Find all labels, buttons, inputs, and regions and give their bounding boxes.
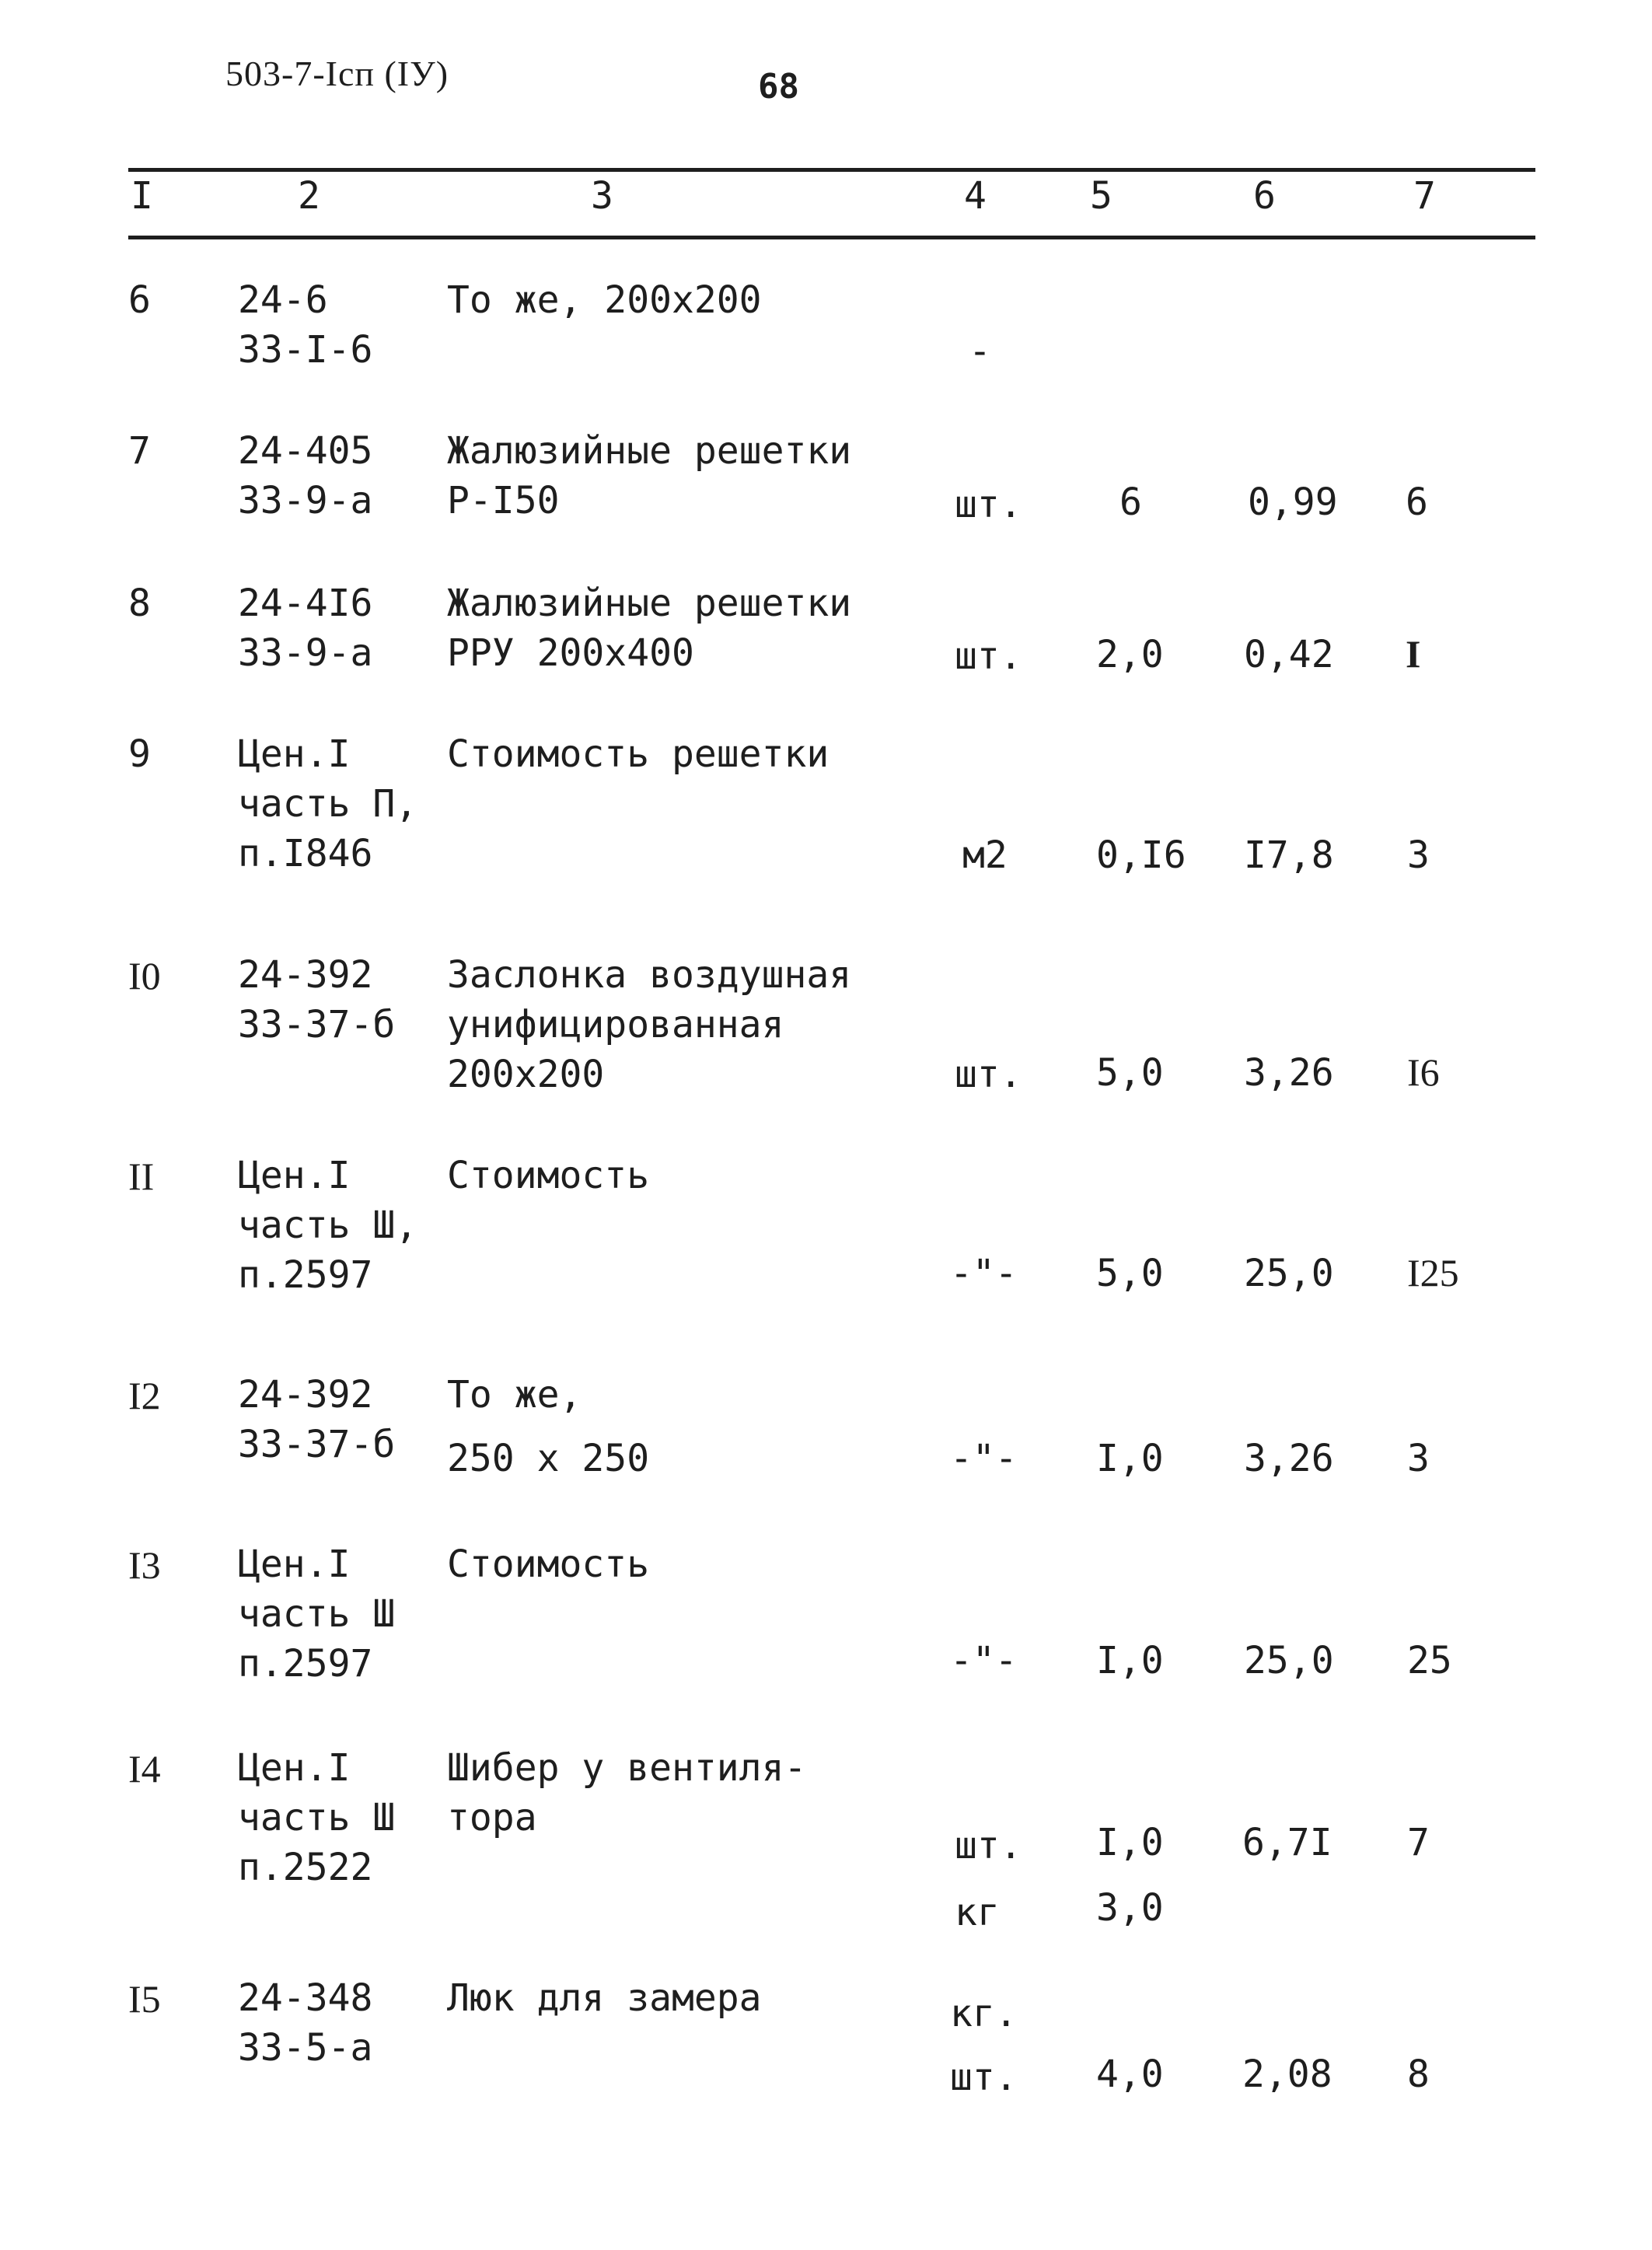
row-total: I <box>1406 632 1421 676</box>
row-quantity: 4,0 <box>1096 2053 1164 2096</box>
row-quantity: 3,0 <box>1096 1886 1164 1930</box>
column-header-6: 6 <box>1253 174 1276 218</box>
row-quantity: I,0 <box>1096 1821 1164 1864</box>
row-total: 7 <box>1407 1821 1430 1864</box>
row-code: 24-392 <box>238 1373 373 1417</box>
row-name: То же, <box>447 1373 582 1417</box>
row-number: I2 <box>128 1374 161 1417</box>
row-name: Р-I50 <box>447 479 560 522</box>
row-price: 0,99 <box>1248 480 1338 524</box>
row-unit: шт. <box>955 1053 1022 1096</box>
row-name: Заслонка воздушная <box>447 953 852 997</box>
column-header-4: 4 <box>964 174 987 218</box>
row-code: п.2597 <box>238 1642 373 1686</box>
row-number: 7 <box>128 429 151 473</box>
row-name: Жалюзийные решетки <box>447 582 852 625</box>
row-code: Цен.I <box>238 1543 351 1586</box>
row-name: Люк для замера <box>447 1976 762 2020</box>
row-code: Цен.I <box>238 1154 351 1197</box>
row-code: п.2522 <box>238 1846 373 1889</box>
row-number: I3 <box>128 1543 161 1587</box>
row-code: 24-405 <box>238 429 373 473</box>
row-price: 2,08 <box>1242 2053 1332 2096</box>
row-unit: шт. <box>955 1824 1022 1867</box>
row-code: 33-9-а <box>238 631 373 675</box>
row-quantity: 6 <box>1119 480 1142 524</box>
row-code: часть Ш <box>238 1796 396 1839</box>
row-unit: м2 <box>962 833 1008 877</box>
row-price: 25,0 <box>1244 1639 1334 1682</box>
row-code: 33-I-6 <box>238 328 373 372</box>
row-name: То же, 200х200 <box>447 278 762 322</box>
column-header-2: 2 <box>298 174 320 218</box>
row-quantity: I,0 <box>1096 1437 1164 1480</box>
row-number: I5 <box>128 1977 161 2021</box>
row-code: 24-6 <box>238 278 328 322</box>
row-quantity: 0,I6 <box>1096 833 1186 877</box>
row-name: 200х200 <box>447 1053 605 1096</box>
row-code: 33-9-а <box>238 479 373 522</box>
row-unit: шт. <box>955 634 1022 678</box>
row-name: 250 х 250 <box>447 1437 650 1480</box>
row-total: 3 <box>1407 833 1430 877</box>
row-name: тора <box>447 1796 537 1839</box>
row-total: 25 <box>1407 1639 1452 1682</box>
row-total: I25 <box>1407 1251 1459 1294</box>
row-unit: -"- <box>950 1639 1018 1682</box>
row-name: Стоимость <box>447 1154 650 1197</box>
row-name: Шибер у вентиля- <box>447 1746 807 1790</box>
row-code: 24-392 <box>238 953 373 997</box>
column-header-7: 7 <box>1413 174 1436 218</box>
row-number: 8 <box>128 582 151 625</box>
row-price: 0,42 <box>1244 633 1334 676</box>
row-code: 33-5-а <box>238 2026 373 2070</box>
page-number: 68 <box>758 67 799 107</box>
row-number: I4 <box>128 1747 161 1791</box>
row-quantity: 5,0 <box>1096 1051 1164 1095</box>
row-price: 25,0 <box>1244 1252 1334 1295</box>
column-header-3: 3 <box>591 174 613 218</box>
row-name: унифицированная <box>447 1003 784 1046</box>
row-code: п.2597 <box>238 1253 373 1297</box>
row-unit: шт. <box>955 483 1022 526</box>
row-code: часть Ш, <box>238 1204 418 1247</box>
row-quantity: 2,0 <box>1096 633 1164 676</box>
row-code: Цен.I <box>238 732 351 776</box>
row-total: I6 <box>1407 1050 1440 1094</box>
table-top-rule <box>128 168 1535 172</box>
row-price: I7,8 <box>1244 833 1334 877</box>
row-code: 33-37-б <box>238 1423 396 1466</box>
row-number: 9 <box>128 732 151 776</box>
row-code: 24-348 <box>238 1976 373 2020</box>
row-quantity: 5,0 <box>1096 1252 1164 1295</box>
row-total: 6 <box>1406 480 1428 524</box>
row-unit: - <box>969 330 991 373</box>
column-header-1: I <box>131 174 153 218</box>
row-quantity: I,0 <box>1096 1639 1164 1682</box>
row-number: 6 <box>128 278 151 322</box>
document-code: 503-7-Iсп (IУ) <box>225 54 449 93</box>
row-price: 3,26 <box>1244 1051 1334 1095</box>
row-price: 6,7I <box>1242 1821 1332 1864</box>
row-code: часть П, <box>238 782 418 826</box>
row-total: 3 <box>1407 1437 1430 1480</box>
row-unit: кг. <box>950 1992 1018 2035</box>
row-total: 8 <box>1407 2053 1430 2096</box>
column-header-5: 5 <box>1090 174 1112 218</box>
row-number: II <box>128 1155 155 1198</box>
row-code: Цен.I <box>238 1746 351 1790</box>
table-header-rule <box>128 236 1535 239</box>
row-unit: -"- <box>950 1252 1018 1295</box>
row-code: 33-37-б <box>238 1003 396 1046</box>
row-code: 24-4I6 <box>238 582 373 625</box>
row-code: часть Ш <box>238 1592 396 1636</box>
row-unit: шт. <box>950 2056 1018 2099</box>
row-name: Стоимость решетки <box>447 732 829 776</box>
row-unit: кг <box>955 1891 1000 1934</box>
row-number: I0 <box>128 954 161 997</box>
row-code: п.I846 <box>238 832 373 875</box>
row-price: 3,26 <box>1244 1437 1334 1480</box>
row-unit: -"- <box>950 1437 1018 1480</box>
row-name: Жалюзийные решетки <box>447 429 852 473</box>
row-name: Стоимость <box>447 1543 650 1586</box>
row-name: РРУ 200х400 <box>447 631 694 675</box>
